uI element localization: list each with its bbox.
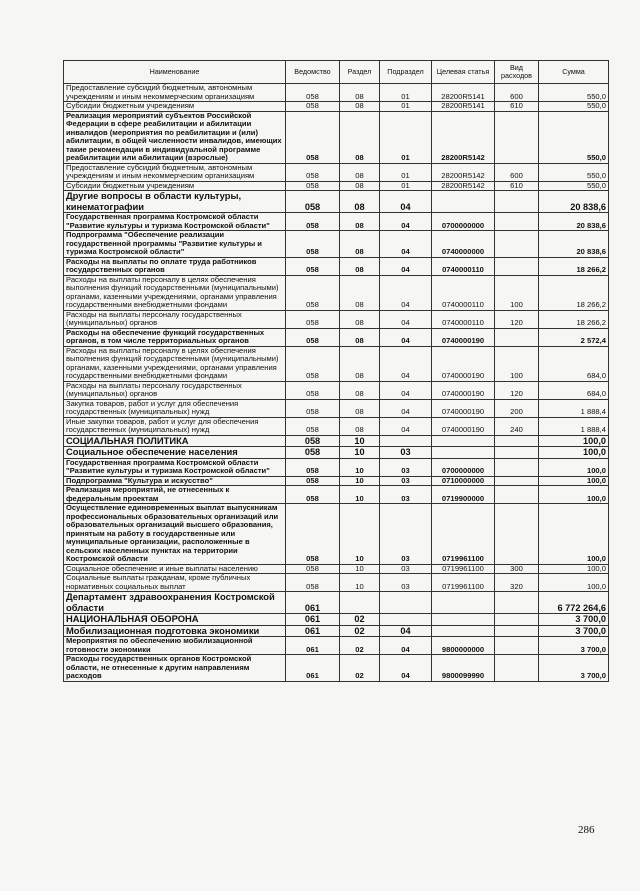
row-name: Осуществление единовременных выплат выпускникам профессиональных образовательных организаций или образовательных организаций высшего образования, принятым на работу в государственные или муниципальные организации, расположенные в сельских населенных пунктах на территории Костромской области bbox=[64, 504, 286, 565]
row-sum: 684,0 bbox=[539, 346, 609, 381]
row-section: 10 bbox=[340, 476, 380, 486]
row-target-article: 0740000110 bbox=[432, 310, 495, 328]
row-target-article bbox=[432, 435, 495, 447]
table-row bbox=[64, 102, 609, 112]
row-expense-type bbox=[495, 447, 539, 459]
row-name: НАЦИОНАЛЬНАЯ ОБОРОНА bbox=[64, 614, 286, 626]
row-target-article: 28200R5141 bbox=[432, 102, 495, 112]
row-department: 058 bbox=[286, 564, 340, 574]
row-target-article: 9800000000 bbox=[432, 637, 495, 655]
row-subsection bbox=[380, 592, 432, 614]
row-subsection: 03 bbox=[380, 564, 432, 574]
row-subsection: 01 bbox=[380, 181, 432, 191]
row-expense-type bbox=[495, 257, 539, 275]
row-department: 058 bbox=[286, 504, 340, 565]
header-sum: Сумма bbox=[539, 61, 609, 84]
row-sum: 550,0 bbox=[539, 181, 609, 191]
row-expense-type: 200 bbox=[495, 399, 539, 417]
row-expense-type bbox=[495, 111, 539, 163]
row-department: 058 bbox=[286, 84, 340, 102]
row-subsection: 04 bbox=[380, 275, 432, 310]
row-name: Реализация мероприятий, не отнесенных к федеральным проектам bbox=[64, 486, 286, 504]
row-section: 08 bbox=[340, 257, 380, 275]
table-row bbox=[64, 486, 609, 504]
row-expense-type bbox=[495, 637, 539, 655]
row-sum: 1 888,4 bbox=[539, 417, 609, 435]
table-row bbox=[64, 310, 609, 328]
table-row bbox=[64, 275, 609, 310]
row-subsection bbox=[380, 435, 432, 447]
row-section: 08 bbox=[340, 399, 380, 417]
row-subsection: 04 bbox=[380, 191, 432, 213]
row-name: Подпрограмма "Культура и искусство" bbox=[64, 476, 286, 486]
row-department: 061 bbox=[286, 614, 340, 626]
row-section: 10 bbox=[340, 564, 380, 574]
row-subsection: 04 bbox=[380, 381, 432, 399]
row-sum: 20 838,6 bbox=[539, 191, 609, 213]
row-department: 058 bbox=[286, 399, 340, 417]
row-expense-type: 320 bbox=[495, 574, 539, 592]
row-name: Подпрограмма "Обеспечение реализации государственной программы "Развитие культуры и туризма Костромской области" bbox=[64, 231, 286, 258]
row-section: 08 bbox=[340, 346, 380, 381]
row-department: 058 bbox=[286, 486, 340, 504]
row-expense-type: 300 bbox=[495, 564, 539, 574]
row-name: Иные закупки товаров, работ и услуг для обеспечения государственных (муниципальных) нужд bbox=[64, 417, 286, 435]
row-subsection: 01 bbox=[380, 163, 432, 181]
table-row bbox=[64, 625, 609, 637]
row-target-article: 0700000000 bbox=[432, 213, 495, 231]
table-row bbox=[64, 213, 609, 231]
row-department: 058 bbox=[286, 476, 340, 486]
row-target-article: 0700000000 bbox=[432, 458, 495, 476]
row-target-article: 28200R5142 bbox=[432, 111, 495, 163]
row-target-article bbox=[432, 447, 495, 459]
row-sum: 6 772 264,6 bbox=[539, 592, 609, 614]
row-expense-type: 120 bbox=[495, 381, 539, 399]
row-expense-type: 100 bbox=[495, 275, 539, 310]
table-row bbox=[64, 399, 609, 417]
table-row bbox=[64, 257, 609, 275]
row-sum: 100,0 bbox=[539, 435, 609, 447]
row-target-article bbox=[432, 614, 495, 626]
row-name: Субсидии бюджетным учреждениям bbox=[64, 102, 286, 112]
row-sum: 100,0 bbox=[539, 447, 609, 459]
table-row bbox=[64, 111, 609, 163]
row-department: 058 bbox=[286, 447, 340, 459]
row-section: 08 bbox=[340, 191, 380, 213]
row-department: 058 bbox=[286, 111, 340, 163]
row-subsection: 03 bbox=[380, 574, 432, 592]
row-target-article: 0740000190 bbox=[432, 399, 495, 417]
row-department: 058 bbox=[286, 346, 340, 381]
table-row bbox=[64, 417, 609, 435]
row-name: СОЦИАЛЬНАЯ ПОЛИТИКА bbox=[64, 435, 286, 447]
row-subsection: 03 bbox=[380, 476, 432, 486]
row-department: 058 bbox=[286, 191, 340, 213]
row-target-article bbox=[432, 592, 495, 614]
row-department: 058 bbox=[286, 275, 340, 310]
row-target-article: 0710000000 bbox=[432, 476, 495, 486]
row-expense-type bbox=[495, 476, 539, 486]
table-row bbox=[64, 592, 609, 614]
row-department: 058 bbox=[286, 181, 340, 191]
row-expense-type bbox=[495, 614, 539, 626]
row-sum: 100,0 bbox=[539, 458, 609, 476]
row-name: Другие вопросы в области культуры, кинематографии bbox=[64, 191, 286, 213]
row-sum: 1 888,4 bbox=[539, 399, 609, 417]
row-subsection: 04 bbox=[380, 213, 432, 231]
row-name: Реализация мероприятий субъектов Российской Федерации в сфере реабилитации и абилитации инвалидов (мероприятия по реабилитации и (или) абилитации, в общей численности инвалидов, имеющих такие рекомендации в индивидуальной программе реабилитации или абилитации (взрослые) bbox=[64, 111, 286, 163]
row-target-article: 9800099990 bbox=[432, 655, 495, 682]
row-department: 058 bbox=[286, 417, 340, 435]
row-sum: 20 838,6 bbox=[539, 231, 609, 258]
row-section: 10 bbox=[340, 435, 380, 447]
row-department: 058 bbox=[286, 458, 340, 476]
row-expense-type: 610 bbox=[495, 181, 539, 191]
row-target-article: 0740000110 bbox=[432, 257, 495, 275]
row-department: 061 bbox=[286, 592, 340, 614]
row-sum: 20 838,6 bbox=[539, 213, 609, 231]
row-target-article: 0719900000 bbox=[432, 486, 495, 504]
header-target-article: Целевая статья bbox=[432, 61, 495, 84]
header-expense-type: Вид расходов bbox=[495, 61, 539, 84]
row-sum: 100,0 bbox=[539, 574, 609, 592]
row-section: 08 bbox=[340, 102, 380, 112]
row-department: 058 bbox=[286, 381, 340, 399]
row-section: 10 bbox=[340, 486, 380, 504]
table-row bbox=[64, 84, 609, 102]
row-section: 08 bbox=[340, 275, 380, 310]
table-row bbox=[64, 458, 609, 476]
header-subsection: Подраздел bbox=[380, 61, 432, 84]
row-sum: 3 700,0 bbox=[539, 625, 609, 637]
row-target-article: 0740000110 bbox=[432, 275, 495, 310]
row-section: 02 bbox=[340, 614, 380, 626]
table-row bbox=[64, 163, 609, 181]
row-subsection: 04 bbox=[380, 310, 432, 328]
row-name: Социальное обеспечение населения bbox=[64, 447, 286, 459]
row-section: 10 bbox=[340, 574, 380, 592]
table-row bbox=[64, 655, 609, 682]
row-expense-type bbox=[495, 213, 539, 231]
row-name: Расходы государственных органов Костромской области, не отнесенные к другим направлениям расходов bbox=[64, 655, 286, 682]
budget-table bbox=[63, 60, 609, 682]
row-name: Предоставление субсидий бюджетным, автономным учреждениям и иным некоммерческим организациям bbox=[64, 163, 286, 181]
table-row bbox=[64, 191, 609, 213]
row-name: Закупка товаров, работ и услуг для обеспечения государственных (муниципальных) нужд bbox=[64, 399, 286, 417]
row-target-article: 0719961100 bbox=[432, 504, 495, 565]
header-section: Раздел bbox=[340, 61, 380, 84]
row-department: 058 bbox=[286, 310, 340, 328]
row-section bbox=[340, 592, 380, 614]
row-subsection: 03 bbox=[380, 447, 432, 459]
row-expense-type bbox=[495, 486, 539, 504]
row-subsection: 01 bbox=[380, 84, 432, 102]
row-sum: 2 572,4 bbox=[539, 328, 609, 346]
row-name: Государственная программа Костромской области "Развитие культуры и туризма Костромской области" bbox=[64, 213, 286, 231]
row-expense-type: 100 bbox=[495, 346, 539, 381]
row-department: 058 bbox=[286, 257, 340, 275]
row-department: 061 bbox=[286, 637, 340, 655]
row-target-article bbox=[432, 191, 495, 213]
row-subsection: 04 bbox=[380, 399, 432, 417]
table-row bbox=[64, 637, 609, 655]
table-row bbox=[64, 504, 609, 565]
row-section: 02 bbox=[340, 655, 380, 682]
row-expense-type bbox=[495, 625, 539, 637]
row-target-article: 0740000190 bbox=[432, 346, 495, 381]
table-row bbox=[64, 447, 609, 459]
row-section: 02 bbox=[340, 637, 380, 655]
row-sum: 550,0 bbox=[539, 102, 609, 112]
row-name: Расходы на выплаты персоналу государственных (муниципальных) органов bbox=[64, 381, 286, 399]
row-expense-type: 600 bbox=[495, 84, 539, 102]
row-target-article: 28200R5142 bbox=[432, 163, 495, 181]
row-department: 061 bbox=[286, 655, 340, 682]
row-department: 058 bbox=[286, 163, 340, 181]
row-section: 08 bbox=[340, 213, 380, 231]
row-subsection: 03 bbox=[380, 458, 432, 476]
row-name: Расходы на выплаты персоналу в целях обеспечения выполнения функций государственными (муниципальными) органами, казенными учреждениями, органами управления государственными внебюджетными фондами bbox=[64, 346, 286, 381]
row-sum: 3 700,0 bbox=[539, 637, 609, 655]
table-row bbox=[64, 574, 609, 592]
row-target-article: 0740000190 bbox=[432, 328, 495, 346]
row-section: 10 bbox=[340, 447, 380, 459]
row-sum: 18 266,2 bbox=[539, 310, 609, 328]
row-department: 061 bbox=[286, 625, 340, 637]
row-name: Мобилизационная подготовка экономики bbox=[64, 625, 286, 637]
row-name: Департамент здравоохранения Костромской области bbox=[64, 592, 286, 614]
row-section: 08 bbox=[340, 231, 380, 258]
row-subsection: 03 bbox=[380, 486, 432, 504]
row-section: 08 bbox=[340, 163, 380, 181]
row-subsection: 04 bbox=[380, 231, 432, 258]
row-target-article: 28200R5141 bbox=[432, 84, 495, 102]
table-row bbox=[64, 346, 609, 381]
row-name: Расходы на выплаты персоналу в целях обеспечения выполнения функций государственными (муниципальными) органами, казенными учреждениями, органами управления государственными внебюджетными фондами bbox=[64, 275, 286, 310]
row-sum: 3 700,0 bbox=[539, 655, 609, 682]
page-number: 286 bbox=[578, 824, 595, 836]
table-row bbox=[64, 381, 609, 399]
row-target-article: 0719961100 bbox=[432, 574, 495, 592]
table-header-row bbox=[64, 61, 609, 84]
row-sum: 18 266,2 bbox=[539, 275, 609, 310]
row-subsection: 04 bbox=[380, 346, 432, 381]
row-section: 08 bbox=[340, 328, 380, 346]
row-sum: 100,0 bbox=[539, 486, 609, 504]
row-section: 08 bbox=[340, 310, 380, 328]
row-expense-type: 600 bbox=[495, 163, 539, 181]
row-expense-type bbox=[495, 458, 539, 476]
row-name: Расходы на выплаты по оплате труда работников государственных органов bbox=[64, 257, 286, 275]
table-row bbox=[64, 328, 609, 346]
row-target-article: 28200R5142 bbox=[432, 181, 495, 191]
row-sum: 100,0 bbox=[539, 504, 609, 565]
row-target-article: 0719961100 bbox=[432, 564, 495, 574]
row-subsection: 04 bbox=[380, 257, 432, 275]
header-department: Ведомство bbox=[286, 61, 340, 84]
table-row bbox=[64, 435, 609, 447]
row-name: Мероприятия по обеспечению мобилизационной готовности экономики bbox=[64, 637, 286, 655]
row-subsection: 03 bbox=[380, 504, 432, 565]
row-expense-type bbox=[495, 231, 539, 258]
table-row bbox=[64, 614, 609, 626]
row-name: Государственная программа Костромской области "Развитие культуры и туризма Костромской области" bbox=[64, 458, 286, 476]
row-expense-type: 120 bbox=[495, 310, 539, 328]
row-department: 058 bbox=[286, 435, 340, 447]
row-sum: 100,0 bbox=[539, 476, 609, 486]
row-subsection: 01 bbox=[380, 111, 432, 163]
row-subsection: 04 bbox=[380, 328, 432, 346]
row-sum: 550,0 bbox=[539, 163, 609, 181]
row-target-article: 0740000000 bbox=[432, 231, 495, 258]
row-department: 058 bbox=[286, 328, 340, 346]
row-name: Субсидии бюджетным учреждениям bbox=[64, 181, 286, 191]
row-sum: 550,0 bbox=[539, 84, 609, 102]
row-target-article bbox=[432, 625, 495, 637]
table-row bbox=[64, 231, 609, 258]
row-expense-type bbox=[495, 592, 539, 614]
row-subsection: 04 bbox=[380, 625, 432, 637]
row-subsection: 01 bbox=[380, 102, 432, 112]
row-expense-type: 610 bbox=[495, 102, 539, 112]
row-sum: 100,0 bbox=[539, 564, 609, 574]
row-subsection: 04 bbox=[380, 637, 432, 655]
row-section: 10 bbox=[340, 458, 380, 476]
row-section: 08 bbox=[340, 111, 380, 163]
row-expense-type bbox=[495, 504, 539, 565]
row-expense-type bbox=[495, 435, 539, 447]
row-subsection: 04 bbox=[380, 417, 432, 435]
row-sum: 550,0 bbox=[539, 111, 609, 163]
row-name: Расходы на обеспечение функций государственных органов, в том числе территориальных органов bbox=[64, 328, 286, 346]
row-sum: 684,0 bbox=[539, 381, 609, 399]
header-name: Наименование bbox=[64, 61, 286, 84]
row-section: 02 bbox=[340, 625, 380, 637]
row-department: 058 bbox=[286, 102, 340, 112]
row-expense-type: 240 bbox=[495, 417, 539, 435]
row-expense-type bbox=[495, 655, 539, 682]
row-section: 08 bbox=[340, 417, 380, 435]
row-subsection bbox=[380, 614, 432, 626]
row-department: 058 bbox=[286, 231, 340, 258]
row-target-article: 0740000190 bbox=[432, 417, 495, 435]
row-section: 10 bbox=[340, 504, 380, 565]
row-expense-type bbox=[495, 328, 539, 346]
row-sum: 3 700,0 bbox=[539, 614, 609, 626]
row-expense-type bbox=[495, 191, 539, 213]
row-section: 08 bbox=[340, 181, 380, 191]
row-name: Социальное обеспечение и иные выплаты населению bbox=[64, 564, 286, 574]
row-name: Социальные выплаты гражданам, кроме публичных нормативных социальных выплат bbox=[64, 574, 286, 592]
row-name: Расходы на выплаты персоналу государственных (муниципальных) органов bbox=[64, 310, 286, 328]
row-sum: 18 266,2 bbox=[539, 257, 609, 275]
row-target-article: 0740000190 bbox=[432, 381, 495, 399]
row-name: Предоставление субсидий бюджетным, автономным учреждениям и иным некоммерческим организациям bbox=[64, 84, 286, 102]
row-department: 058 bbox=[286, 574, 340, 592]
row-section: 08 bbox=[340, 84, 380, 102]
row-subsection: 04 bbox=[380, 655, 432, 682]
row-section: 08 bbox=[340, 381, 380, 399]
row-department: 058 bbox=[286, 213, 340, 231]
